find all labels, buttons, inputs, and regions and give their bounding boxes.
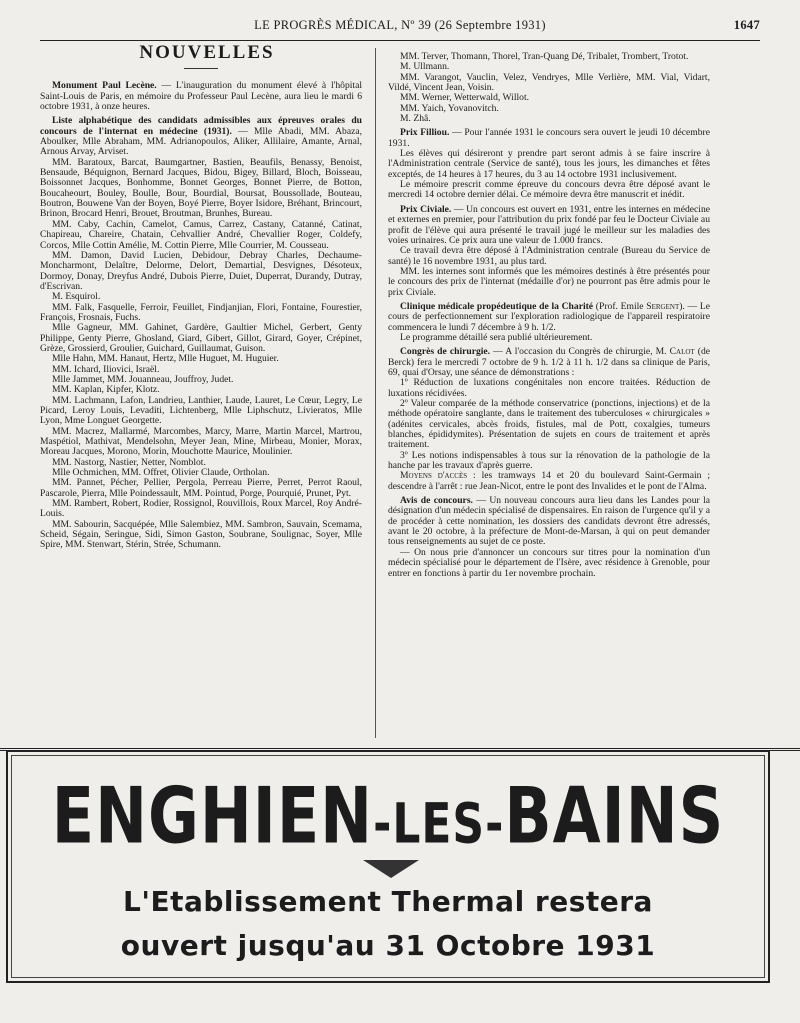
news-item-paragraph: 1º Réduction de luxations congénitales non encore traitées. Réduction de luxations récidivées. <box>388 377 710 399</box>
news-item-text: ). — Le cours de perfectionnement sur l'exploration radiologique de l'appareil respiratoire commencera le lundi 7 décembre à 9 h. 1/2. <box>388 300 710 333</box>
ad-line-2: ouvert jusqu'au 31 Octobre 1931 <box>120 929 656 962</box>
candidate-list-line: Mlle Gagneur, MM. Gahinet, Gardère, Gaultier Michel, Gerbert, Genty Philippe, Genty Pierre, Ghosland, Giard, Gibert, Gillot, Girard, Goyer, Crépinet, Grèze, Grossierd, Groulier, Guichard, Guillaumat, Guison. <box>40 322 362 354</box>
left-column <box>40 42 363 551</box>
news-item-title: Monument Paul Lecène. <box>52 80 157 92</box>
news-item-lecene <box>40 81 362 112</box>
ad-title-part: ENGHIEN <box>51 770 374 862</box>
candidate-list-line: Mlle Jammet, MM. Jouanneau, Jouffroy, Judet. <box>52 373 234 385</box>
advertisement <box>6 750 770 983</box>
candidate-list-line: MM. Baratoux, Barcat, Baumgartner, Bastien, Beaufils, Benassy, Benoist, Bensaude, Béquignon, Bernard Jacques, Bidou, Bigey, Billard, Bloch, Boisseau, Boissonnet Jacques, Bonhomme, Bonnet Georges, Bonnet Pierre, de Botton, Boucaheourt, Bouley, Boulle, Bour, Bourdial, Boursat, Boussollade, Bouteau, Boutron, Bouwene Van der Boyen, Boyé Pierre, Boyer Isidore, Bréhant, Brincourt, Brinon, Brocard Henri, Brouet, Broutman, Brunhes, Bureau. <box>40 156 362 220</box>
news-item-text: — A l'occasion du Congrès de chirurgie, M. <box>490 346 670 358</box>
news-item-paragraph: 3º Les notions indispensables à tous sur la rénovation de la pathologie de la hanche par les travaux d'après guerre. <box>388 449 710 472</box>
news-item-paragraph: Ce travail devra être déposé à l'Administration centrale (Bureau du Service de santé) le 16 novembre 1931, au plus tard. <box>388 245 710 267</box>
news-item-text: : les tramways 14 et 20 du boulevard Saint-Germain ; descendre à l'arrêt : rue Jean-Nicot, entre le pont des Invalides et le pont de l'Alma. <box>388 470 710 492</box>
candidate-list-line: MM. Lachmann, Lafon, Landrieu, Lanthier, Laude, Lauret, Le Cœur, Legry, Le Picard, Leroy Louis, Levaditi, Lichtenberg, Mlle Liphschutz, Livieratos, Mlle Lyon, Mme Longuet Georgette. <box>40 394 362 427</box>
ad-title-part: -LES- <box>373 792 505 857</box>
ad-title-part: BAINS <box>504 770 725 862</box>
candidate-list-line: MM. Kaplan, Kipfer, Klotz. <box>52 384 160 396</box>
news-item-paragraph: Le programme détaillé sera publié ultérieurement. <box>400 331 593 343</box>
candidate-list-line: MM. Sabourin, Sacquépée, Mlle Salembiez, MM. Sambron, Sauvain, Scemama, Scheid, Ségain, Seringue, Sidi, Simon Gaston, Soubrane, Soulignac, Soyer, Mlle Spire, MM. Stenwart, Stérin, Strée, Schumann. <box>40 518 362 551</box>
surgeon-name: Calot <box>669 346 695 358</box>
section-title: NOUVELLES <box>139 42 275 63</box>
header-rule <box>40 40 760 41</box>
news-item-title: Prix Filliou. <box>400 127 450 139</box>
news-item-text: — L'inauguration du monument élevé à l'hôpital Saint-Louis de Paris, en mémoire du Professeur Paul Lecène, aura lieu le mardi 6 octobre 1931, à onze heures. <box>40 80 363 113</box>
news-item-congres <box>388 347 710 378</box>
candidate-list-line: MM. Rambert, Robert, Rodier, Rossignol, Rouvillois, Roux Marcel, Roy André-Louis. <box>40 498 362 520</box>
news-item-text: (Prof. Emile <box>593 300 647 312</box>
news-item-text: — Pour l'année 1931 le concours sera ouvert le jeudi 10 décembre 1931. <box>388 127 710 149</box>
ad-line-1: L'Etablissement Thermal restera <box>123 885 653 918</box>
candidate-list-line: MM. Macrez, Mallarmé, Marcombes, Marcy, Marre, Martin Marcel, Martrou, Maspétiol, Mathivat, Mendelsohn, Meyer Jean, Mine, Mirbeau, Monier, Morax, Moreau Jacques, Morono, Morin, Mouchotte Maurice, Moulinier. <box>40 425 362 458</box>
news-item-text: — Un concours est ouvert en 1931, entre les internes en médecine et externes en premier, pour l'attribution du prix fondé par feu le Docteur Civiale au profit de l'élève qui aura présenté le travail jugé le meilleur sur les maladies des voies urinaires. Ce prix aura une valeur de 1.000 francs. <box>388 203 710 246</box>
page-number: 1647 <box>733 18 760 32</box>
candidate-list-line: MM. Falk, Fasquelle, Ferroir, Feuillet, Findjanjian, Flori, Fontaine, Fourestier, François, Frosnais, Fuchs. <box>40 301 362 323</box>
candidate-list-line: MM. Werner, Wetterwald, Willot. <box>400 92 530 104</box>
news-item-title: Liste alphabétique des candidats admissibles aux épreuves orales du concours de l'internat en médecine (1931). <box>40 115 362 137</box>
candidate-list-line: Mlle Hahn, MM. Hanaut, Hertz, Mlle Huguet, M. Huguier. <box>52 353 279 365</box>
news-item-access <box>388 471 710 492</box>
news-item-civiale <box>388 205 710 246</box>
ad-ornament-icon <box>363 860 419 878</box>
news-item-title: Congrès de chirurgie. <box>400 346 491 358</box>
news-item-text: (de Berck) fera le mercredi 7 octobre de 9 h. 1/2 à 11 h. 1/2 dans sa clinique de Paris, 69, quai d'Orsay, une séance de démonstrations : <box>388 346 710 378</box>
professor-name: Sergent <box>646 300 680 312</box>
candidate-list-line: MM. Damon, David Lucien, Debidour, Debray Charles, Dechaume-Moncharmont, Delaître, Delorme, Delort, Demartial, Desvignes, Désoteux, Dormoy, Donay, Dreyfus André, Dubois Pierre, Duiet, Duperrat, Durandy, Dutray, d'Escrivan. <box>40 249 362 292</box>
candidate-list-line: MM. Caby, Cachin, Camelot, Camus, Carrez, Castany, Catanné, Catinat, Chapireau, Chareire, Chatain, Cehvallier André, Chevallier Roger, Coldefy, Corcos, Mlle Cottin Amélie, M. Cottin Pierre, Mlle Courrier, M. Cousseau. <box>40 218 362 251</box>
candidate-list-line: M. Zhâ. <box>400 113 431 125</box>
running-header <box>40 18 760 38</box>
news-item-avis <box>388 496 710 548</box>
candidate-list-line: M. Ullmann. <box>400 61 450 73</box>
news-item-text: — Un nouveau concours aura lieu dans les Landes pour la désignation d'un médecin spécialisé de dispensaires. En raison de l'urgence qu'il y a de procéder à cette nomination, les dossiers des candidats devront être adressés, avant le 20 octobre, à la préfecture de Mont-de-Marsan, à qui on peut demander tous renseignements au sujet de ce poste. <box>388 495 710 548</box>
news-item-title: Avis de concours. <box>400 495 473 507</box>
news-item-paragraph: 2º Valeur comparée de la méthode conservatrice (ponctions, injections) et de la méthode opératoire sanglante, dans le traitement des tuberculoses « chirurgicales » (adénites cervicales, abcès froids, fistules, mal de Pott, coxalgies, tumeurs blanches, épididymites). Présentation de sujets en cours de traitement et après traitement. <box>388 398 710 451</box>
running-title: LE PROGRÈS MÉDICAL, Nº 39 (26 Septembre 1931) <box>254 18 546 32</box>
candidate-list-line: MM. Yaich, Yovanovitch. <box>400 102 499 114</box>
news-item-paragraph: Le mémoire prescrit comme épreuve du concours devra être déposé avant le mercredi 14 octobre dernier délai. Ce mémoire devra être manuscrit et inédit. <box>388 179 710 201</box>
column-divider <box>375 48 376 738</box>
access-label: Moyens d'accès <box>400 470 468 482</box>
news-item-text: — Mlle Abadi, MM. Abaza, Aboulker, Mlle Abraham, MM. Adrianopoulos, Aliker, Allilaire, Amante, Arnal, Arnous Arvay, Arviset. <box>40 125 362 158</box>
title-rule <box>184 68 218 69</box>
candidate-list-line: M. Esquirol. <box>52 291 101 303</box>
news-item-internat <box>40 116 362 157</box>
news-item-paragraph: MM. les internes sont informés que les mémoires destinés à être présentés pour le concours des prix de l'internat (médaille d'or) ne pourront pas être admis pour le prix Civiale. <box>388 265 710 298</box>
candidate-list-line: MM. Terver, Thomann, Thorel, Tran-Quang Dé, Tribalet, Trombert, Trotot. <box>400 51 689 62</box>
news-item-filliou <box>388 128 710 149</box>
candidate-list-line: MM. Varangot, Vauclin, Velez, Vendryes, Mlle Verlière, MM. Vial, Vidart, Vildé, Vincent Jean, Voisin. <box>388 71 710 94</box>
candidate-list-line: MM. Pannet, Pécher, Pellier, Pergola, Perreau Pierre, Perret, Perrot Raoul, Pascarole, Pierra, Mlle Poindessault, MM. Pointud, Porge, Pourquié, Prunet, Pyt. <box>40 477 362 499</box>
news-item-paragraph: Les élèves qui désireront y prendre part seront admis à se faire inscrire à l'Administration centrale (Service de santé), tous les jours, les dimanches et fêtes exceptés, de 14 heures à 17 heures, du 3 au 14 octobre 1931 inclusivement. <box>388 148 710 180</box>
candidate-list-line: MM. Nastorg, Nastier, Netter, Nomblot. <box>52 456 206 468</box>
candidate-list-line: Mlle Ochmichen, MM. Offret, Olivier Claude, Ortholan. <box>52 467 270 479</box>
news-item-clinique <box>388 302 710 333</box>
news-item-title: Prix Civiale. <box>400 203 452 215</box>
right-column <box>388 52 710 579</box>
news-item-title: Clinique médicale propédeutique de la Charité <box>400 300 594 312</box>
candidate-list-line: MM. Ichard, Iliovici, Israël. <box>52 363 160 375</box>
news-item-paragraph: — On nous prie d'annoncer un concours sur titres pour la nomination d'un médecin spécialisé pour le département de l'Isère, avec résidence à Grenoble, pour entrer en fonctions à partir du 1er novembre prochain. <box>388 546 710 579</box>
